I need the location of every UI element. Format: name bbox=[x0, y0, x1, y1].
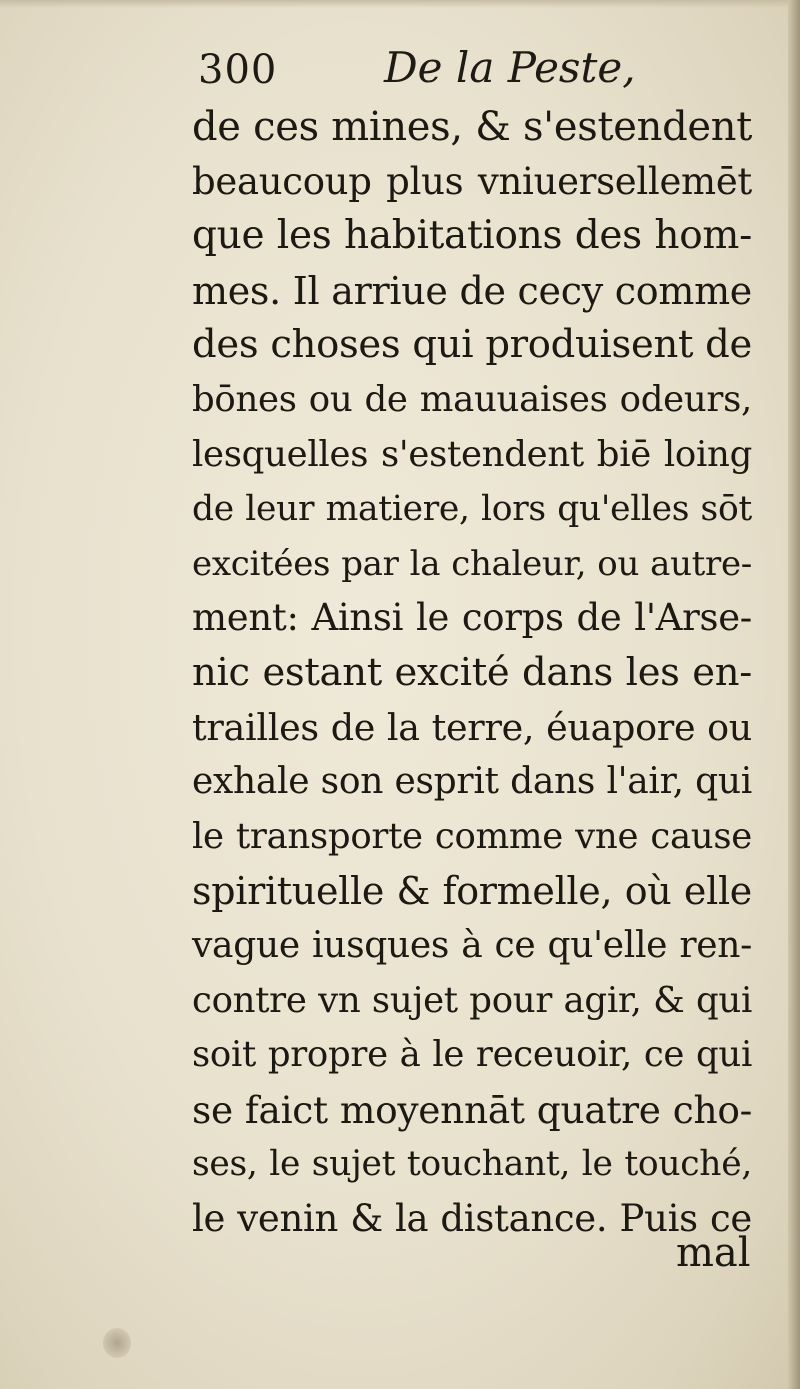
running-title: De la Peste, bbox=[384, 43, 636, 92]
paper-stain bbox=[103, 1328, 131, 1358]
body-text bbox=[192, 100, 752, 1246]
text-line: ment: Ainsi le corps de l'Arse- bbox=[192, 596, 752, 640]
text-line: contre vn sujet pour agir, & qui bbox=[192, 979, 752, 1021]
text-line: nic estant excité dans les en- bbox=[192, 649, 752, 695]
text-line: mes. Il arriue de cecy comme bbox=[192, 268, 752, 313]
text-line: que les habitations des hom- bbox=[192, 213, 752, 259]
page-top-edge bbox=[0, 0, 800, 8]
text-line: exhale son esprit dans l'air, qui bbox=[192, 761, 752, 803]
text-line: de leur matiere, lors qu'elles sōt bbox=[192, 489, 752, 530]
page-gutter-edge bbox=[788, 0, 800, 1389]
text-line: le transporte comme vne cause bbox=[192, 815, 752, 857]
text-line: de ces mines, & s'estendent bbox=[192, 104, 752, 150]
text-line: ses, le sujet touchant, le touché, bbox=[192, 1144, 752, 1185]
page-number: 300 bbox=[198, 47, 278, 93]
text-line: beaucoup plus vniuersellemēt bbox=[192, 159, 752, 203]
text-line: soit propre à le receuoir, ce qui bbox=[192, 1034, 752, 1076]
text-line: spirituelle & formelle, où elle bbox=[192, 869, 752, 914]
text-line: le venin & la distance. Puis ce bbox=[192, 1196, 752, 1240]
text-line: se faict moyennāt quatre cho- bbox=[192, 1087, 752, 1132]
text-line: des choses qui produisent de bbox=[192, 322, 752, 368]
running-head bbox=[198, 40, 636, 96]
catchword: mal bbox=[676, 1230, 751, 1276]
text-line: excitées par la chaleur, ou autre- bbox=[192, 543, 752, 584]
text-line: bōnes ou de mauuaises odeurs, bbox=[192, 378, 752, 420]
text-line: trailles de la terre, éuapore ou bbox=[192, 705, 752, 749]
text-line: lesquelles s'estendent biē loing bbox=[192, 433, 752, 475]
text-line: vague iusques à ce qu'elle ren- bbox=[192, 924, 752, 966]
